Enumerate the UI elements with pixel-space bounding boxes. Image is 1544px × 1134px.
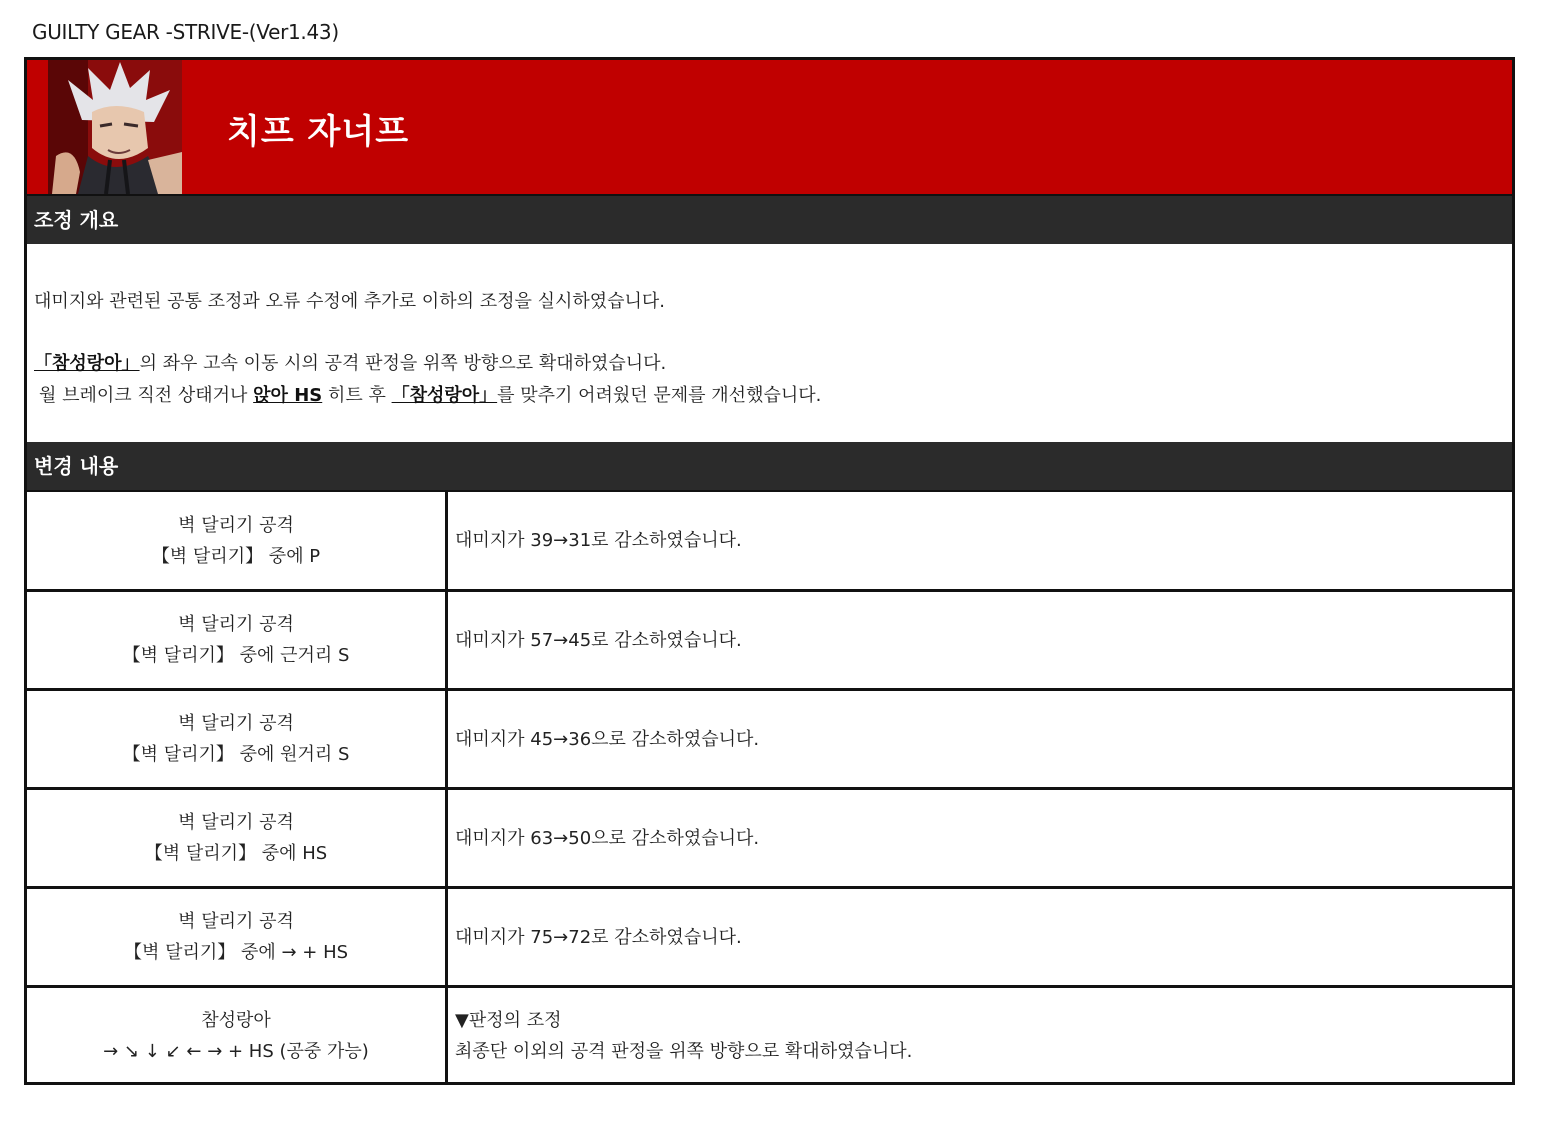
summary-text: 를 맞추기 어려웠던 문제를 개선했습니다. — [497, 385, 822, 406]
summary-text: 히트 후 — [322, 385, 392, 406]
table-row — [27, 688, 1512, 787]
move-name: 벽 달리기 공격 — [178, 812, 294, 833]
change-description: 대미지가 45→36으로 감소하였습니다. — [455, 728, 760, 750]
table-row — [27, 589, 1512, 688]
patch-note-panel — [24, 57, 1515, 1085]
changes-table — [27, 490, 1512, 1084]
move-link-chamseongranga[interactable]: 「참성랑아」 — [391, 385, 498, 406]
move-input: 【벽 달리기】 중에 P — [151, 545, 321, 567]
change-description: 최종단 이외의 공격 판정을 위쪽 방향으로 확대하였습니다. — [455, 1041, 913, 1062]
move-input: → ↘ ↓ ↙ ← → + HS (공중 가능) — [103, 1041, 369, 1062]
character-name: 치프 자너프 — [227, 112, 410, 152]
change-description-cell — [448, 988, 1512, 1084]
change-description-cell — [448, 592, 1512, 688]
change-description-cell — [448, 889, 1512, 985]
move-cell — [27, 691, 448, 787]
section-heading-summary: 조정 개요 — [27, 196, 1512, 244]
move-name: 벽 달리기 공격 — [178, 713, 294, 734]
move-name: 벽 달리기 공격 — [178, 614, 294, 635]
change-description: 대미지가 39→31로 감소하였습니다. — [455, 530, 742, 551]
move-cell — [27, 790, 448, 886]
move-input: 【벽 달리기】 중에 근거리 S — [122, 645, 350, 666]
change-description-cell — [448, 790, 1512, 886]
change-description-cell — [448, 492, 1512, 589]
game-version-title: GUILTY GEAR -STRIVE-(Ver1.43) — [32, 20, 339, 44]
table-row — [27, 886, 1512, 985]
summary-line: 대미지와 관련된 공통 조정과 오류 수정에 추가로 이하의 조정을 실시하였습니다. — [34, 291, 666, 312]
summary-body — [27, 244, 1512, 440]
summary-text: 의 좌우 고속 이동 시의 공격 판정을 위쪽 방향으로 확대하였습니다. — [139, 353, 667, 374]
change-description-cell — [448, 691, 1512, 787]
table-row — [27, 985, 1512, 1084]
summary-text: 월 브레이크 직전 상태거나 — [39, 385, 254, 406]
move-link-crouch-hs[interactable]: 앉아 HS — [253, 385, 323, 406]
character-portrait-icon — [48, 60, 182, 194]
move-name: 참성랑아 — [201, 1010, 271, 1031]
summary-line — [34, 349, 666, 375]
move-cell — [27, 492, 448, 589]
move-cell — [27, 889, 448, 985]
move-name: 벽 달리기 공격 — [178, 911, 294, 932]
table-row — [27, 787, 1512, 886]
move-cell — [27, 988, 448, 1084]
change-description: 대미지가 75→72로 감소하였습니다. — [455, 926, 742, 948]
table-row — [27, 490, 1512, 589]
change-description: 대미지가 63→50으로 감소하였습니다. — [455, 827, 760, 849]
change-description-heading: ▼판정의 조정 — [455, 1010, 562, 1031]
move-link-chamseongranga[interactable]: 「참성랑아」 — [34, 353, 140, 374]
move-input: 【벽 달리기】 중에 → + HS — [123, 942, 349, 963]
move-input: 【벽 달리기】 중에 HS — [144, 843, 328, 864]
change-description: 대미지가 57→45로 감소하였습니다. — [455, 629, 742, 651]
move-cell — [27, 592, 448, 688]
summary-line — [39, 381, 821, 407]
character-portrait-image — [48, 60, 182, 194]
character-banner — [27, 60, 1512, 196]
section-heading-changes: 변경 내용 — [27, 442, 1512, 490]
move-input: 【벽 달리기】 중에 원거리 S — [122, 744, 350, 765]
move-name: 벽 달리기 공격 — [178, 514, 294, 536]
